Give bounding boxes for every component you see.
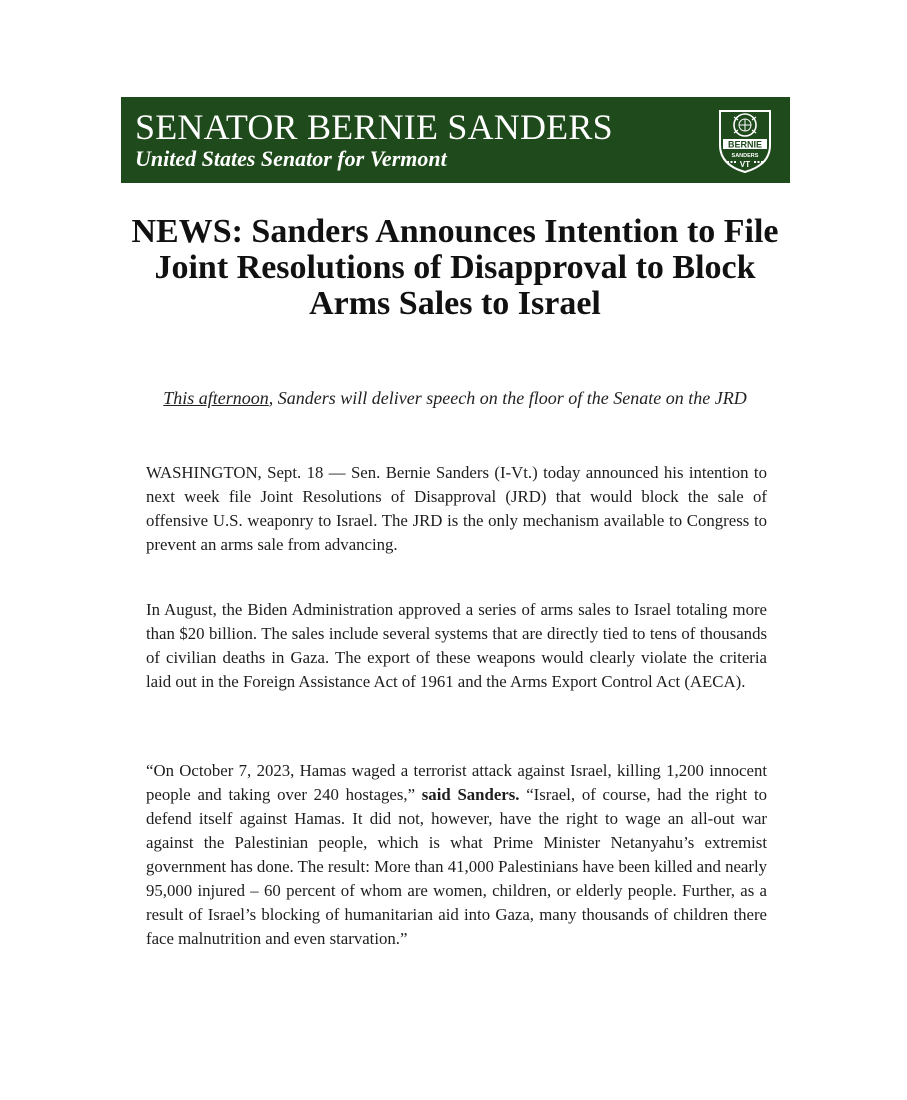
quote-part-1: “On October 7, 2023, Hamas waged a terrorist attack against Israel, killing 1,200 innocent people and taking over 240 hostages,” [146,761,767,804]
page-title: NEWS: Sanders Announces Intention to File Joint Resolutions of Disapproval to Block Arms Sales to Israel [131,213,779,322]
paragraph-intro: WASHINGTON, Sept. 18 — Sen. Bernie Sanders (I-Vt.) today announced his intention to next week file Joint Resolutions of Disapproval (JRD) that would block the sale of offensive U.S. weaponry to Israel. The JRD is the only mechanism available to Congress to prevent an arms sale from advancing. [146,463,767,554]
header-banner [121,97,790,183]
paragraph-background: In August, the Biden Administration approved a series of arms sales to Israel totaling more than $20 billion. The sales include several systems that are directly tied to tens of thousands of civilian deaths in Gaza. The export of these weapons would clearly violate the criteria laid out in the Foreign Assistance Act of 1961 and the Arms Export Control Act (AECA). [146,600,767,691]
senator-seal-icon [714,105,776,175]
paragraph-quote [146,759,767,951]
quote-attribution: said Sanders. [421,785,520,804]
banner-subtitle: United States Senator for Vermont [135,146,447,171]
seal-bottom-text: VT [739,160,751,169]
quote-part-2: “Israel, of course, had the right to defend itself against Hamas. It did not, however, have the right to wage an all-out war against the Palestinian people, which is what Prime Minister Netanyahu’s extremist government has done. The result: More than 41,000 Palestinians have been killed and nearly 95,000 injured – 60 percent of whom are women, children, or elderly people. Further, as a result of Israel’s blocking of humanitarian aid into Gaza, many thousands of children there face malnutrition and even starvation.” [146,785,767,948]
seal-middle-text: SANDERS [731,153,759,159]
banner-title: SENATOR BERNIE SANDERS [135,107,613,147]
subheadline-underlined: This afternoon [163,388,269,408]
seal-top-text: BERNIE [727,139,763,150]
subheadline [140,385,770,411]
subheadline-rest: , Sanders will deliver speech on the floor of the Senate on the JRD [268,388,747,408]
